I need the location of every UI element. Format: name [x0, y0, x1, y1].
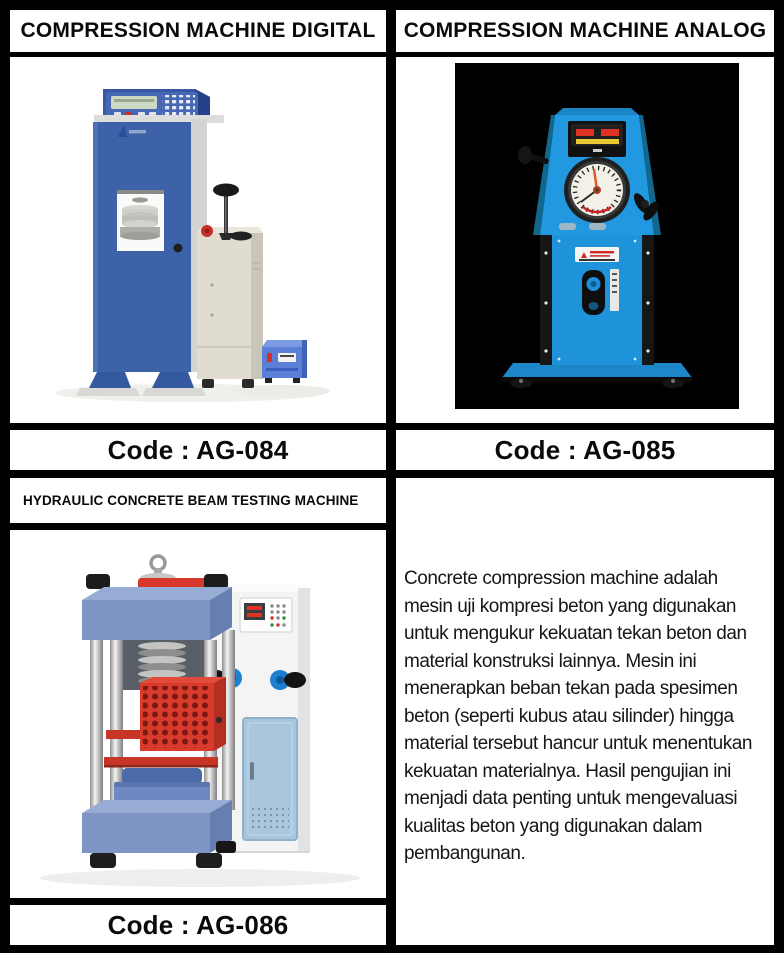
- product-code-digital: Code : AG-084: [10, 430, 386, 470]
- product-title-hydraulic: HYDRAULIC CONCRETE BEAM TESTING MACHINE: [10, 478, 386, 523]
- base-block: [82, 800, 232, 853]
- product-code-hydraulic: Code : AG-086: [10, 905, 386, 945]
- door-knob: [174, 244, 183, 253]
- red-safety-guard: [140, 677, 226, 751]
- description-cell: [396, 478, 774, 945]
- lifting-eye-bolt: [151, 556, 165, 570]
- product-title-digital: COMPRESSION MACHINE DIGITAL: [10, 10, 386, 52]
- compression-machine-digital-photo: [10, 57, 386, 423]
- red-crossbar-upper: [106, 730, 144, 739]
- release-handle: [230, 232, 252, 241]
- product-code-analog: Code : AG-085: [396, 430, 774, 470]
- warning-label: [575, 247, 619, 262]
- product-photo-cell-hydraulic: [10, 530, 386, 898]
- product-description: Concrete compression machine adalah mesin uji kompresi beton yang digunakan untuk mengukur kekuatan tekan beton dan material konstruksi lainnya. Mesin ini menerapkan beban tekan pada spesimen beton (seperti kubus atau silinder) hingga material tersebut hancur untuk menentukan kekuatan materialnya. Hasil pengujian ini menjadi data penting untuk mengevaluasi kualitas beton yang digunakan dalam pembangunan.: [404, 568, 753, 864]
- top-crosshead: [82, 587, 232, 640]
- hydraulic-beam-testing-machine-photo: [10, 530, 386, 898]
- press-frame: [82, 556, 236, 868]
- compression-machine-analog-photo: [396, 57, 774, 423]
- red-valve-knob: [201, 225, 213, 237]
- name-plate-right: [589, 223, 606, 230]
- product-photo-cell-analog: [396, 57, 774, 423]
- cabinet-control-panel: [240, 598, 292, 632]
- digital-load-indicator: [568, 121, 626, 157]
- control-box: [262, 340, 307, 383]
- red-crossbar-lower: [104, 757, 218, 765]
- name-plate-left: [559, 223, 576, 230]
- door-handle: [250, 762, 254, 780]
- product-title-analog: COMPRESSION MACHINE ANALOG: [396, 10, 774, 52]
- door-panel: [243, 718, 297, 840]
- control-slot: [582, 269, 619, 315]
- vent-grid: [251, 806, 289, 830]
- analog-dial-gauge: [564, 157, 630, 223]
- product-photo-cell-digital: [10, 57, 386, 423]
- floor-shadow: [40, 869, 360, 887]
